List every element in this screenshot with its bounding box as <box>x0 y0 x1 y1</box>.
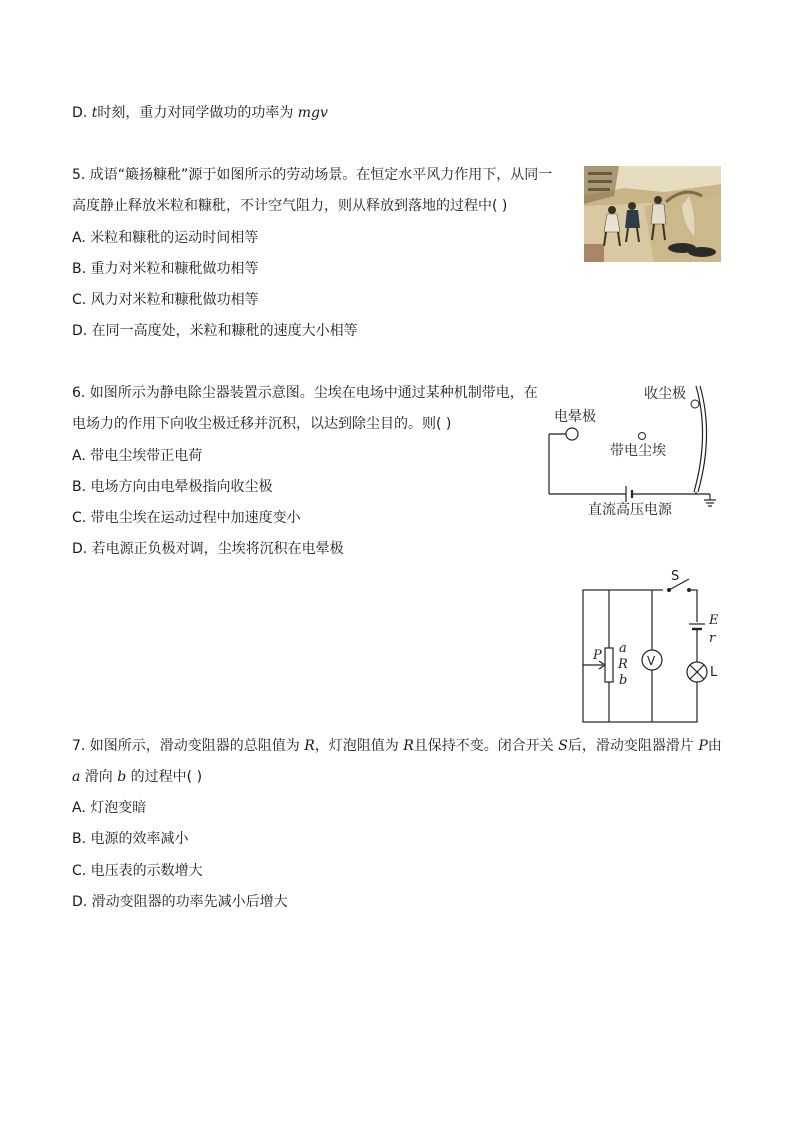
q6-option-b: B. 电场方向由电晕极指向收尘极 <box>72 479 273 495</box>
q7-option-a: A. 灯泡变暗 <box>72 800 147 816</box>
q6-option-c: C. 带电尘埃在运动过程中加速度变小 <box>72 510 301 526</box>
q7-stem-line1: 7. 如图所示，滑动变阻器的总阻值为 R，灯泡阻值为 R且保持不变。闭合开关 S后，滑动变阻器滑片 P由 <box>72 738 722 754</box>
q5-stem-line1: 5. 成语“簸扬糠秕”源于如图所示的劳动场景。在恒定水平风力作用下，从同一 <box>72 167 553 183</box>
emf-label: E <box>709 613 719 628</box>
q7-option-d: D. 滑动变阻器的功率先减小后增大 <box>72 894 288 910</box>
dust-label: 带电尘埃 <box>610 443 666 459</box>
winnowing-painting <box>584 166 721 262</box>
q5-stem-line2: 高度静止释放米粒和糠秕，不计空气阻力，则从释放到落地的过程中( ) <box>72 198 508 214</box>
q7-stem-line2: a 滑向 b 的过程中( ) <box>72 769 203 785</box>
winnowing-painting-image <box>584 166 721 262</box>
q4-option-d: D. t时刻，重力对同学做功的功率为 mgv <box>72 105 328 121</box>
circuit-svg <box>575 568 725 726</box>
q7-option-b: B. 电源的效率减小 <box>72 831 189 847</box>
q7-option-c: C. 电压表的示数增大 <box>72 863 203 879</box>
slider-label: P <box>593 648 602 663</box>
corona-electrode <box>566 428 578 440</box>
collector-label: 收尘极 <box>644 386 686 402</box>
q5-option-b: B. 重力对米粒和糠秕做功相等 <box>72 261 259 277</box>
dust-particle <box>639 433 646 440</box>
q6-stem-line1: 6. 如图所示为静电除尘器装置示意图。尘埃在电场中通过某种机制带电，在 <box>72 385 538 401</box>
internal-r-label: r <box>709 631 716 646</box>
rheostat <box>605 648 613 682</box>
q5-option-d: D. 在同一高度处，米粒和糠秕的速度大小相等 <box>72 323 358 339</box>
switch-label: S <box>671 569 680 584</box>
voltmeter-label: V <box>647 654 656 668</box>
circuit-diagram <box>575 568 725 726</box>
q6-option-a: A. 带电尘埃带正电荷 <box>72 448 203 464</box>
end-b-label: b <box>619 673 628 688</box>
q5-option-a: A. 米粒和糠秕的运动时间相等 <box>72 230 259 246</box>
lamp-label: L <box>710 665 718 680</box>
precipitator-svg <box>544 380 730 520</box>
q6-option-d: D. 若电源正负极对调，尘埃将沉积在电晕极 <box>72 541 344 557</box>
source-label: 直流高压电源 <box>588 502 672 518</box>
precipitator-diagram <box>544 380 730 520</box>
end-a-label: a <box>619 641 627 656</box>
switch-contact-right <box>687 588 691 592</box>
q6-stem-line2: 电场力的作用下向收尘极迁移并沉积，以达到除尘目的。则( ) <box>72 416 452 432</box>
corona-label: 电晕极 <box>554 409 596 425</box>
q5-option-c: C. 风力对米粒和糠秕做功相等 <box>72 292 259 308</box>
resistor-label: R <box>618 657 628 672</box>
